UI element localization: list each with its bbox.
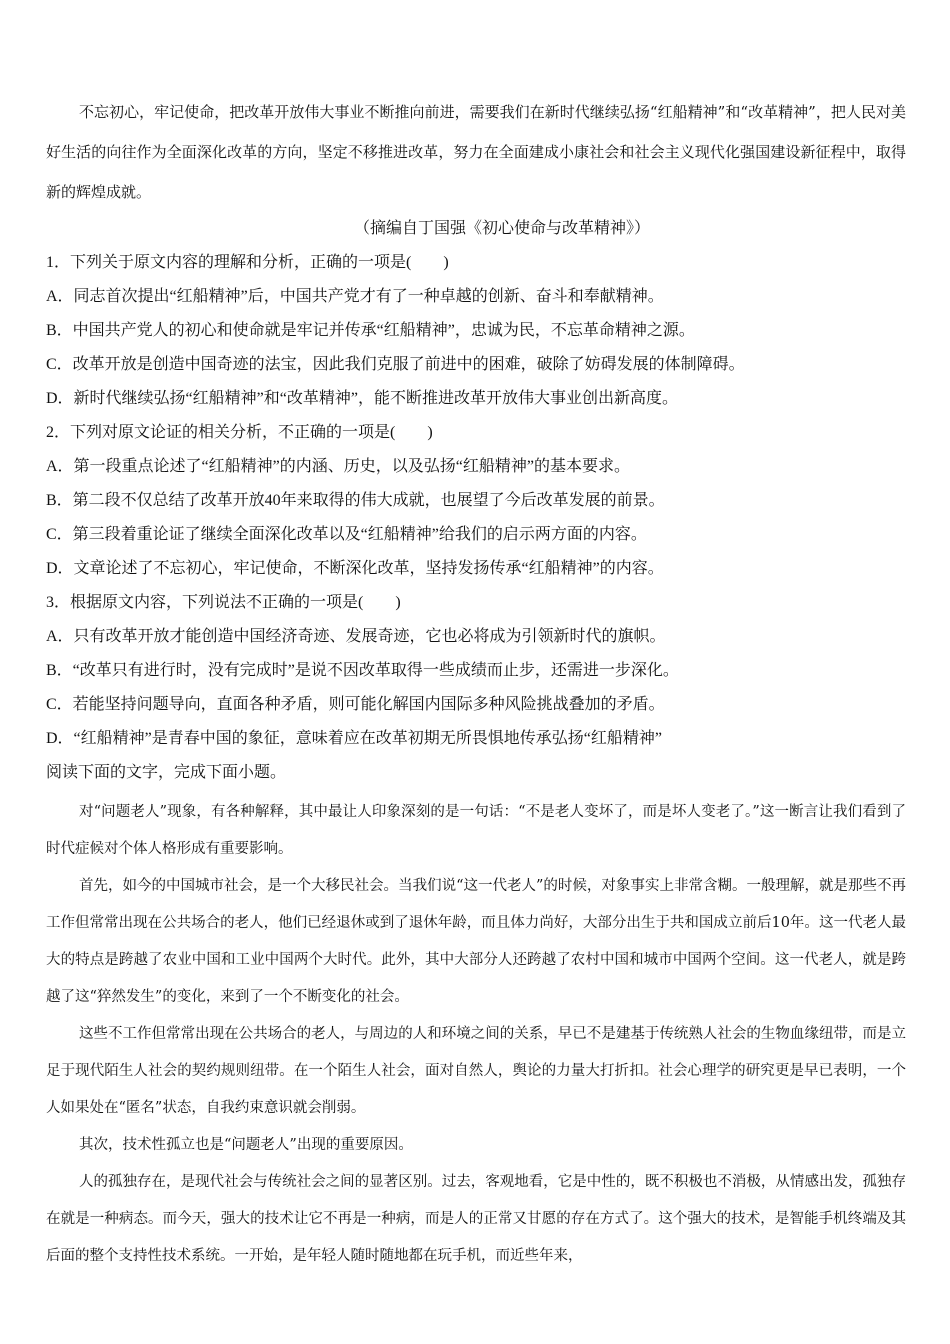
reading-instruction: 阅读下面的文字，完成下面小题。 <box>46 764 287 781</box>
question-stem: 1．下列关于原文内容的理解和分析，正确的一项是( ) <box>46 254 449 271</box>
option-b: B．第二段不仅总结了改革开放40年来取得的伟大成就，也展望了今后改革发展的前景。 <box>46 492 665 509</box>
passage1-closing-paragraph: 不忘初心，牢记使命，把改革开放伟大事业不断推向前进，需要我们在新时代继续弘扬“红船精神”和“改革精神”，把人民对美好生活的向往作为全面深化改革的方向，坚定不移推进改革，努力在全面建成小康社会和社会主义现代化强国建设新征程中，取得新的辉煌成就。 <box>46 103 906 201</box>
option-a: A．同志首次提出“红船精神”后，中国共产党才有了一种卓越的创新、奋斗和奉献精神。 <box>46 288 664 305</box>
option-a: A．只有改革开放才能创造中国经济奇迹、发展奇迹，它也必将成为引领新时代的旗帜。 <box>46 628 666 645</box>
passage2-paragraph: 这些不工作但常常出现在公共场合的老人，与周边的人和环境之间的关系，早已不是建基于传统熟人社会的生物血缘纽带，而是立足于现代陌生人社会的契约规则纽带。在一个陌生人社会，面对自然人，舆论的力量大打折扣。社会心理学的研究更是早已表明，一个人如果处在“匿名”状态，自我约束意识就会削弱。 <box>46 1026 906 1116</box>
passage2-paragraph: 首先，如今的中国城市社会，是一个大移民社会。当我们说“这一代老人”的时候，对象事实上非常含糊。一般理解，就是那些不再工作但常常出现在公共场合的老人，他们已经退休或到了退休年龄，而且体力尚好，大部分出生于共和国成立前后10年。这一代老人最大的特点是跨越了农业中国和工业中国两个大时代。此外，其中大部分人还跨越了农村中国和城市中国两个空间。这一代老人，就是跨越了这“猝然发生”的变化，来到了一个不断变化的社会。 <box>46 878 906 1005</box>
passage2-paragraph: 对“问题老人”现象，有各种解释，其中最让人印象深刻的是一句话：“不是老人变坏了，而是坏人变老了。”这一断言让我们看到了时代症候对个体人格形成有重要影响。 <box>46 804 906 857</box>
option-d: D．文章论述了不忘初心，牢记使命，不断深化改革，坚持发扬传承“红船精神”的内容。 <box>46 560 664 577</box>
passage2-paragraph: 其次，技术性孤立也是“问题老人”出现的重要原因。 <box>79 1137 413 1153</box>
source-citation: （摘编自丁国强《初心使命与改革精神》） <box>354 220 651 237</box>
question-stem: 3．根据原文内容，下列说法不正确的一项是( ) <box>46 594 401 611</box>
option-a: A．第一段重点论述了“红船精神”的内涵、历史，以及弘扬“红船精神”的基本要求。 <box>46 458 630 475</box>
passage2 <box>46 794 906 1275</box>
option-d: D．“红船精神”是青春中国的象征，意味着应在改革初期无所畏惧地传承弘扬“红船精神” <box>46 730 662 747</box>
question-1 <box>46 246 906 416</box>
option-b: B．“改革只有进行时，没有完成时”是说不因改革取得一些成绩而止步，还需进一步深化。 <box>46 662 679 679</box>
question-2 <box>46 416 906 586</box>
document-page <box>46 92 906 1275</box>
question-3 <box>46 586 906 756</box>
option-b: B．中国共产党人的初心和使命就是牢记并传承“红船精神”，忠诚为民，不忘革命精神之源。 <box>46 322 695 339</box>
option-c: C．改革开放是创造中国奇迹的法宝，因此我们克服了前进中的困难，破除了妨碍发展的体制障碍。 <box>46 356 745 373</box>
option-c: C．若能坚持问题导向，直面各种矛盾，则可能化解国内国际多种风险挑战叠加的矛盾。 <box>46 696 665 713</box>
option-c: C．第三段着重论证了继续全面深化改革以及“红船精神”给我们的启示两方面的内容。 <box>46 526 647 543</box>
question-stem: 2．下列对原文论证的相关分析，不正确的一项是( ) <box>46 424 433 441</box>
option-d: D．新时代继续弘扬“红船精神”和“改革精神”，能不断推进改革开放伟大事业创出新高度。 <box>46 390 678 407</box>
passage2-paragraph: 人的孤独存在，是现代社会与传统社会之间的显著区别。过去，客观地看，它是中性的，既不积极也不消极，从情感出发，孤独存在就是一种病态。而今天，强大的技术让它不再是一种病，而是人的正常又甘愿的存在方式了。这个强大的技术，是智能手机终端及其后面的整个支持性技术系统。一开始，是年轻人随时随地都在玩手机，而近些年来， <box>46 1174 906 1264</box>
